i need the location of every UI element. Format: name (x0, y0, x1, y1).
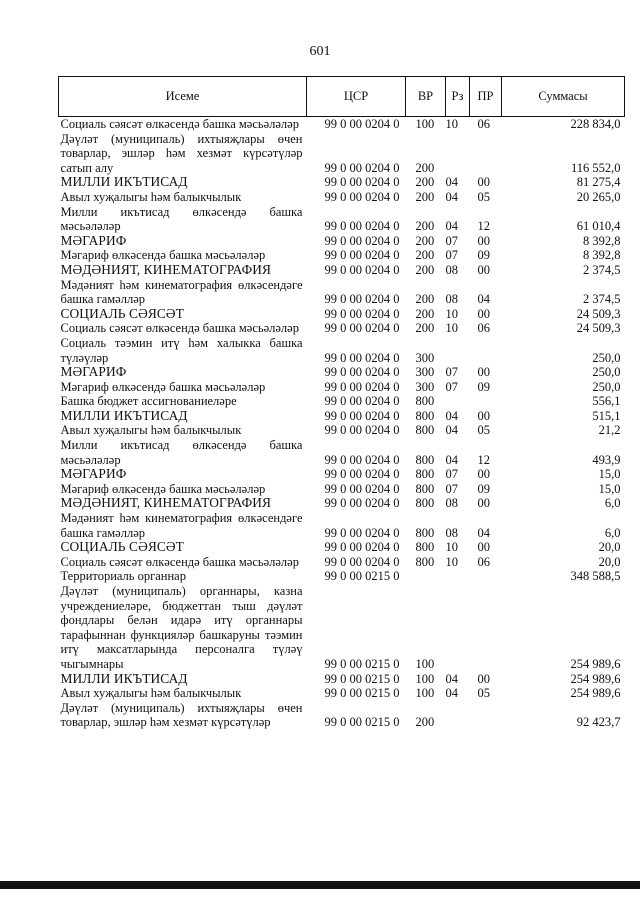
cell-sum: 20 265,0 (576, 189, 621, 204)
table-row (59, 555, 625, 570)
cell-rz: 04 (445, 175, 458, 190)
cell-sum: 20,0 (598, 554, 621, 569)
cell-name: Дәүләт (муниципаль) ихтыяҗлары өчен товарлар, эшләр һәм хезмәт күрсәтүләр сатып алу (60, 131, 303, 175)
cell-rz (446, 394, 470, 409)
cell-pr: 00 (477, 467, 490, 482)
table-row (59, 321, 625, 336)
cell-name: Авыл хуҗалыгы һәм балыкчылык (60, 686, 242, 701)
cell-csr: 99 0 00 0204 0 (324, 321, 400, 336)
cell-rz: 04 (445, 189, 458, 204)
header-pr: ПР (470, 77, 502, 117)
table-row (59, 248, 625, 263)
cell-csr: 99 0 00 0204 0 (324, 554, 400, 569)
cell-rz: 10 (445, 554, 458, 569)
cell-vr: 100 (415, 686, 435, 701)
cell-name: Мәдәният һәм кинематография өлкәсендәге башка гамәлләр (60, 277, 303, 307)
cell-pr: 09 (477, 379, 490, 394)
cell-pr: 05 (477, 423, 490, 438)
cell-sum: 6,0 (604, 525, 621, 540)
cell-vr: 200 (415, 189, 435, 204)
cell-sum: 254 989,6 (570, 686, 621, 701)
cell-csr: 99 0 00 0204 0 (324, 394, 400, 409)
cell-rz: 08 (445, 262, 458, 277)
cell-vr: 800 (415, 467, 435, 482)
table-body (59, 117, 625, 730)
cell-sum: 61 010,4 (576, 219, 621, 234)
cell-vr: 300 (415, 379, 435, 394)
table-row (59, 672, 625, 687)
cell-csr: 99 0 00 0204 0 (324, 350, 400, 365)
table-row (59, 423, 625, 438)
cell-vr: 800 (415, 408, 435, 423)
cell-pr: 00 (477, 365, 490, 380)
cell-sum: 228 834,0 (570, 117, 621, 131)
header-name: Исеме (59, 77, 307, 117)
table-header (59, 77, 625, 117)
table-row (59, 569, 625, 584)
cell-name: МИЛЛИ ИКЪТИСАД (60, 174, 188, 190)
cell-pr: 00 (477, 175, 490, 190)
cell-sum: 116 552,0 (570, 160, 621, 175)
cell-vr: 200 (415, 321, 435, 336)
cell-name: Мәгариф өлкәсендә башка мәсьәләләр (60, 248, 266, 263)
cell-pr (470, 584, 502, 672)
cell-vr: 300 (415, 365, 435, 380)
cell-pr: 05 (477, 189, 490, 204)
cell-csr: 99 0 00 0204 0 (324, 160, 400, 175)
cell-rz: 08 (445, 292, 458, 307)
cell-vr (406, 569, 446, 584)
table-row (59, 438, 625, 467)
cell-sum: 254 989,6 (570, 671, 621, 686)
cell-rz: 07 (445, 481, 458, 496)
cell-name: Мәгариф өлкәсендә башка мәсьәләләр (60, 481, 266, 496)
cell-sum: 8 392,8 (583, 233, 621, 248)
cell-name: Дәүләт (муниципаль) органнары, казна учреждениеләре, бюджеттан тыш дәүләт фондлары белән идарә итү органнары тарафыннан функцияләр башкаруны тәэмин итү максатларында персоналга түләү чыгымнары (60, 584, 303, 671)
cell-pr (470, 132, 502, 176)
cell-vr: 800 (415, 496, 435, 511)
table-row (59, 190, 625, 205)
cell-sum: 24 509,3 (576, 306, 621, 321)
cell-name: МӘГАРИФ (60, 466, 127, 482)
cell-name: СОЦИАЛЬ СӘЯСӘТ (60, 305, 184, 321)
cell-pr: 00 (477, 233, 490, 248)
cell-pr (470, 701, 502, 730)
cell-csr: 99 0 00 0204 0 (324, 219, 400, 234)
cell-sum: 24 509,3 (576, 321, 621, 336)
table-row (59, 380, 625, 395)
cell-vr: 800 (415, 554, 435, 569)
cell-pr: 05 (477, 686, 490, 701)
table-row (59, 467, 625, 482)
cell-pr (470, 394, 502, 409)
cell-name: СОЦИАЛЬ СӘЯСӘТ (60, 539, 184, 555)
table-row (59, 482, 625, 497)
cell-csr: 99 0 00 0215 0 (324, 715, 400, 730)
table-row (59, 511, 625, 540)
cell-rz: 04 (445, 219, 458, 234)
cell-name: Башка бюджет ассигнованиеләре (60, 394, 237, 409)
cell-name: Социаль сәясәт өлкәсендә башка мәсьәләләр (60, 321, 299, 336)
cell-rz: 07 (445, 467, 458, 482)
cell-name: МИЛЛИ ИКЪТИСАД (60, 670, 188, 686)
header-vr: ВР (406, 77, 446, 117)
cell-sum: 20,0 (598, 540, 621, 555)
cell-pr: 00 (477, 671, 490, 686)
cell-vr: 800 (415, 452, 435, 467)
cell-csr: 99 0 00 0215 0 (324, 686, 400, 701)
cell-rz (446, 569, 470, 584)
header-csr: ЦСР (307, 77, 406, 117)
cell-pr: 00 (477, 408, 490, 423)
cell-rz: 10 (445, 117, 458, 131)
cell-sum: 2 374,5 (583, 262, 621, 277)
cell-csr: 99 0 00 0204 0 (324, 467, 400, 482)
cell-vr: 800 (415, 394, 435, 409)
cell-sum: 250,0 (592, 365, 621, 380)
cell-vr: 100 (415, 656, 435, 671)
cell-vr: 800 (415, 481, 435, 496)
cell-vr: 300 (415, 350, 435, 365)
cell-vr: 800 (415, 540, 435, 555)
cell-csr: 99 0 00 0204 0 (324, 365, 400, 380)
cell-rz: 04 (445, 423, 458, 438)
cell-pr (470, 336, 502, 365)
cell-rz: 08 (445, 496, 458, 511)
cell-csr: 99 0 00 0215 0 (324, 569, 400, 584)
cell-csr: 99 0 00 0204 0 (324, 262, 400, 277)
table-row (59, 278, 625, 307)
cell-csr: 99 0 00 0204 0 (324, 540, 400, 555)
cell-rz (446, 584, 470, 672)
cell-sum: 556,1 (592, 394, 621, 409)
cell-rz: 10 (445, 321, 458, 336)
cell-sum: 15,0 (598, 467, 621, 482)
cell-csr: 99 0 00 0204 0 (324, 292, 400, 307)
cell-rz (446, 701, 470, 730)
cell-sum: 254 989,6 (570, 656, 621, 671)
cell-vr: 200 (415, 262, 435, 277)
cell-sum: 21,2 (598, 423, 621, 438)
cell-name: Авыл хуҗалыгы һәм балыкчылык (60, 189, 242, 204)
cell-name: Социаль сәясәт өлкәсендә башка мәсьәләләр (60, 117, 299, 131)
table-row (59, 117, 625, 132)
cell-vr: 200 (415, 175, 435, 190)
page-number: 601 (309, 44, 331, 59)
cell-pr: 09 (477, 248, 490, 263)
header-sum: Суммасы (502, 77, 625, 117)
cell-rz: 04 (445, 408, 458, 423)
cell-sum: 250,0 (592, 379, 621, 394)
cell-sum: 515,1 (592, 408, 621, 423)
cell-rz: 07 (445, 233, 458, 248)
cell-csr: 99 0 00 0204 0 (324, 379, 400, 394)
cell-csr: 99 0 00 0215 0 (324, 656, 400, 671)
cell-vr: 200 (415, 248, 435, 263)
table-row (59, 584, 625, 672)
cell-vr: 800 (415, 525, 435, 540)
cell-rz: 04 (445, 686, 458, 701)
table-row (59, 175, 625, 190)
cell-name: Дәүләт (муниципаль) ихтыяҗлары өчен товарлар, эшләр һәм хезмәт күрсәтүләр (60, 700, 303, 730)
cell-sum: 92 423,7 (576, 715, 621, 730)
table-row (59, 496, 625, 511)
cell-pr: 00 (477, 540, 490, 555)
cell-csr: 99 0 00 0204 0 (324, 233, 400, 248)
cell-vr: 200 (415, 715, 435, 730)
cell-name: МӘГАРИФ (60, 364, 127, 380)
cell-name: МӘГАРИФ (60, 232, 127, 248)
cell-vr: 200 (415, 292, 435, 307)
table-row (59, 686, 625, 701)
cell-pr: 06 (477, 554, 490, 569)
cell-csr: 99 0 00 0204 0 (324, 525, 400, 540)
cell-sum: 2 374,5 (583, 292, 621, 307)
cell-pr: 12 (477, 219, 490, 234)
cell-vr: 200 (415, 233, 435, 248)
cell-rz: 04 (445, 452, 458, 467)
cell-vr: 100 (415, 671, 435, 686)
cell-vr: 800 (415, 423, 435, 438)
cell-rz: 10 (445, 306, 458, 321)
cell-pr: 04 (477, 292, 490, 307)
cell-sum: 493,9 (592, 452, 621, 467)
cell-rz: 08 (445, 525, 458, 540)
cell-pr: 00 (477, 306, 490, 321)
table-row (59, 394, 625, 409)
cell-rz: 07 (445, 379, 458, 394)
cell-pr: 09 (477, 481, 490, 496)
table-row (59, 409, 625, 424)
cell-sum: 6,0 (604, 496, 621, 511)
cell-rz (446, 336, 470, 365)
cell-csr: 99 0 00 0204 0 (324, 452, 400, 467)
cell-pr: 04 (477, 525, 490, 540)
cell-rz: 07 (445, 365, 458, 380)
cell-pr (470, 569, 502, 584)
table-row (59, 234, 625, 249)
cell-name: МӘДӘНИЯТ, КИНЕМАТОГРАФИЯ (60, 495, 272, 511)
cell-pr: 00 (477, 496, 490, 511)
cell-csr: 99 0 00 0204 0 (324, 248, 400, 263)
cell-sum: 81 275,4 (576, 175, 621, 190)
cell-csr: 99 0 00 0204 0 (324, 481, 400, 496)
cell-vr: 200 (415, 306, 435, 321)
cell-csr: 99 0 00 0204 0 (324, 423, 400, 438)
table-row (59, 540, 625, 555)
cell-sum: 15,0 (598, 481, 621, 496)
cell-name: МӘДӘНИЯТ, КИНЕМАТОГРАФИЯ (60, 261, 272, 277)
cell-rz: 04 (445, 671, 458, 686)
cell-csr: 99 0 00 0204 0 (324, 306, 400, 321)
table-row (59, 336, 625, 365)
cell-name: Мәдәният һәм кинематография өлкәсендәге башка гамәлләр (60, 511, 303, 540)
cell-name: Территориаль органнар (60, 569, 186, 584)
table-row (59, 307, 625, 322)
cell-vr: 100 (415, 117, 435, 131)
budget-table (58, 76, 625, 730)
cell-name: Мәгариф өлкәсендә башка мәсьәләләр (60, 379, 266, 394)
cell-vr: 200 (415, 219, 435, 234)
table-row (59, 701, 625, 730)
cell-rz (446, 132, 470, 176)
table-row (59, 365, 625, 380)
cell-pr: 00 (477, 262, 490, 277)
cell-name: Милли икътисад өлкәсендә башка мәсьәләләр (60, 438, 303, 467)
cell-name: Милли икътисад өлкәсендә башка мәсьәләләр (60, 204, 303, 234)
table-row (59, 205, 625, 234)
cell-sum: 250,0 (592, 350, 621, 365)
cell-rz: 10 (445, 540, 458, 555)
cell-name: Авыл хуҗалыгы һәм балыкчылык (60, 423, 242, 438)
cell-csr: 99 0 00 0204 0 (324, 117, 400, 131)
cell-name: Социаль тәэмин итү һәм халыкка башка түләүләр (60, 335, 303, 365)
scan-bottom-edge (0, 881, 640, 889)
cell-pr: 12 (477, 452, 490, 467)
header-rz: Рз (446, 77, 470, 117)
cell-csr: 99 0 00 0204 0 (324, 175, 400, 190)
cell-vr: 200 (415, 160, 435, 175)
cell-csr: 99 0 00 0204 0 (324, 408, 400, 423)
cell-name: МИЛЛИ ИКЪТИСАД (60, 407, 188, 423)
cell-sum: 348 588,5 (570, 569, 621, 584)
cell-csr: 99 0 00 0204 0 (324, 496, 400, 511)
cell-pr: 06 (477, 321, 490, 336)
table-row (59, 132, 625, 176)
cell-rz: 07 (445, 248, 458, 263)
cell-name: Социаль сәясәт өлкәсендә башка мәсьәләләр (60, 554, 299, 569)
cell-csr: 99 0 00 0215 0 (324, 671, 400, 686)
cell-pr: 06 (477, 117, 490, 131)
cell-sum: 8 392,8 (583, 248, 621, 263)
table-row (59, 263, 625, 278)
cell-csr: 99 0 00 0204 0 (324, 189, 400, 204)
